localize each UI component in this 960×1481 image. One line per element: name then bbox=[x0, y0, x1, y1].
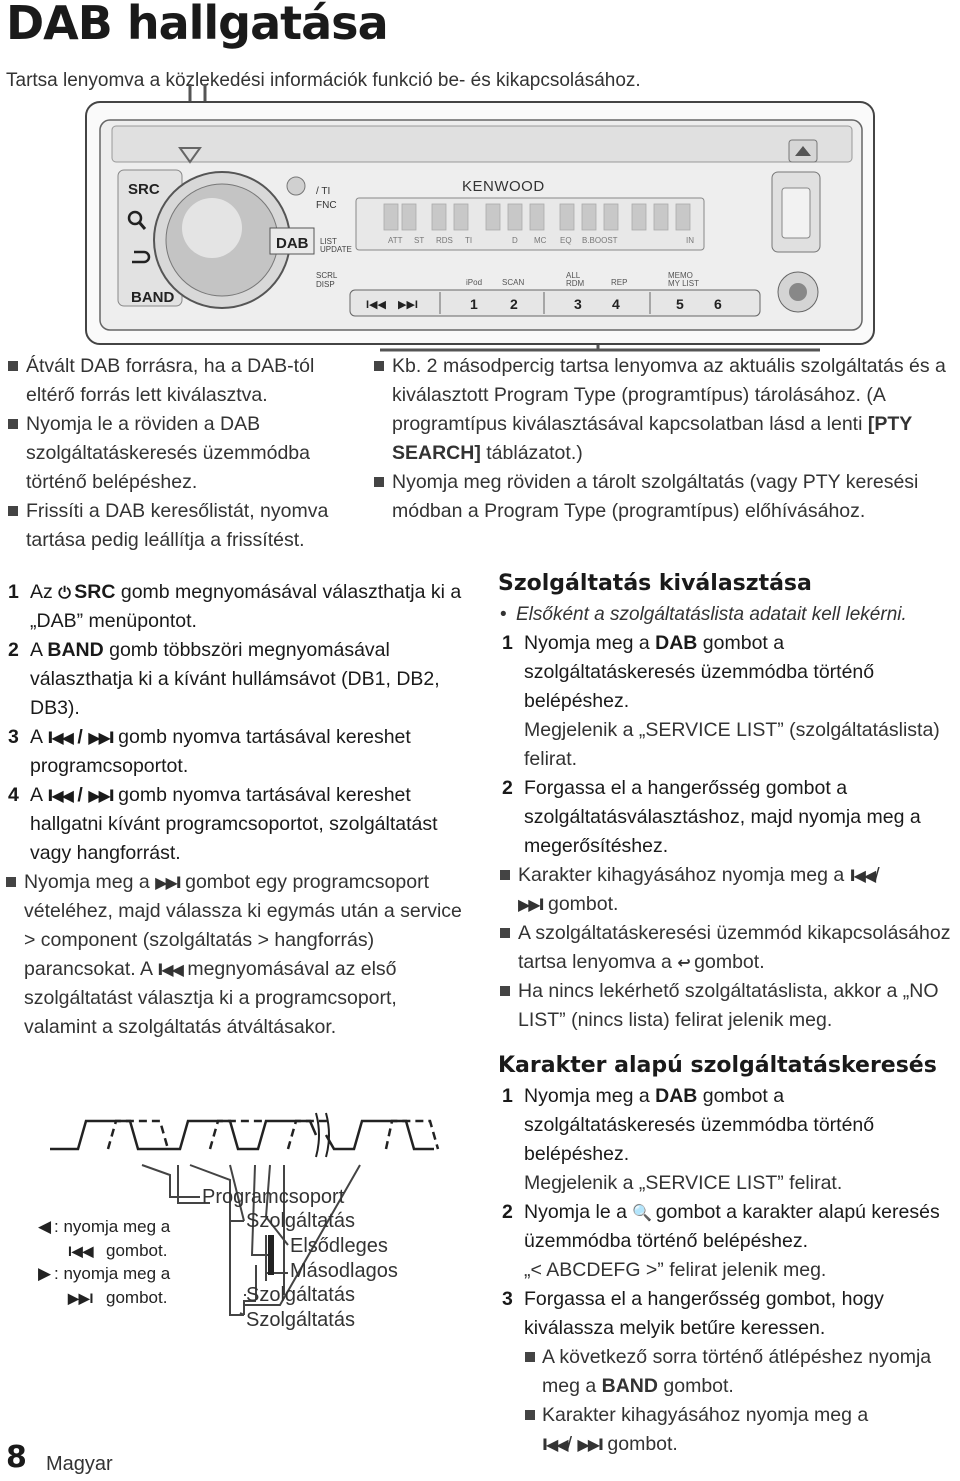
indicator-eq: EQ bbox=[560, 236, 572, 245]
preset-4: 4 bbox=[612, 296, 620, 312]
step-3: 3 A I◀◀ / ▶▶I gomb nyomva tartásával kereshet programcsoportot. bbox=[8, 726, 411, 777]
step-3: 3 Forgassa el a hangerősség gombot, hogy kiválassza melyik betűre keressen. bbox=[502, 1288, 884, 1339]
label-memo: MEMO bbox=[668, 271, 693, 280]
page-number: 8 bbox=[6, 1440, 27, 1475]
section-service-select bbox=[498, 568, 958, 1035]
step-4: 4 A I◀◀ / ▶▶I gomb nyomva tartásával kereshet hallgatni kívánt programcsoportot, szolgáltatást vagy hangforrást. bbox=[8, 784, 438, 864]
label-rep: REP bbox=[611, 278, 628, 287]
step-2: 2 Forgassa el a hangerősség gombot a szolgáltatásválasztáshoz, majd nyomja meg a megerősítéshez. bbox=[502, 777, 921, 857]
preset-5: 5 bbox=[676, 296, 684, 312]
src-label: SRC bbox=[128, 181, 160, 198]
preset-1: 1 bbox=[470, 296, 478, 312]
list-item: • Elsőként a szolgáltatáslista adatait kell lekérni. bbox=[498, 600, 958, 629]
hierarchy-diagram bbox=[30, 1105, 470, 1345]
next-icon: ▶▶I bbox=[68, 1290, 94, 1306]
diagram-szolgaltatas: Szolgáltatás bbox=[246, 1210, 355, 1232]
radio-illustration bbox=[0, 0, 960, 360]
dab-label: DAB bbox=[276, 235, 309, 252]
prev-icon: I◀◀ bbox=[542, 1435, 567, 1454]
list-item: Nyomja le a röviden a DAB szolgáltatáskeresés üzemmódba történő belépéshez. bbox=[6, 410, 366, 497]
intro-text: Tartsa lenyomva a közlekedési információk funkció be- és kikapcsolásához. bbox=[6, 70, 641, 91]
list-item: Karakter kihagyásához nyomja meg a I◀◀/ ▶▶I gombot. bbox=[498, 861, 958, 919]
step-note: „< ABCDEFG >” felirat jelenik meg. bbox=[524, 1259, 827, 1281]
list-item: Ha nincs lekérhető szolgáltatáslista, akkor a „NO LIST” (nincs lista) felirat jelenik meg. bbox=[498, 977, 958, 1035]
list-item: A következő sorra történő átlépéshez nyomja meg a BAND gombot. bbox=[498, 1343, 958, 1401]
section-character-search bbox=[498, 1050, 958, 1459]
list-item: Nyomja meg röviden a tárolt szolgáltatás (vagy PTY keresési módban a Program Type (programtípus) előhívásához. bbox=[372, 468, 954, 526]
seek-prev-icon: I◀◀ bbox=[366, 299, 386, 311]
indicator-st: ST bbox=[414, 236, 425, 245]
ti-label: / TI bbox=[316, 186, 331, 197]
diagram-right-legend: : nyomja meg a bbox=[54, 1264, 171, 1283]
prev-icon: I◀◀ bbox=[47, 728, 72, 747]
fnc-label: FNC bbox=[316, 200, 337, 211]
indicator-mc: MC bbox=[534, 236, 547, 245]
page-title: DAB hallgatása bbox=[6, 0, 388, 50]
indicator-ti: TI bbox=[465, 236, 473, 245]
label-all: ALL bbox=[566, 271, 581, 280]
section-heading: Szolgáltatás kiválasztása bbox=[498, 571, 812, 596]
search-icon: 🔍 bbox=[632, 1203, 651, 1222]
step-1: 1 Az ⏻ SRC gomb megnyomásával választhatja ki a „DAB” menüpontot. bbox=[8, 581, 462, 632]
diagram-szolgaltatas-2: Szolgáltatás bbox=[246, 1284, 355, 1306]
list-item: Karakter kihagyásához nyomja meg a I◀◀/ ▶▶I gombot. bbox=[498, 1401, 958, 1459]
update-label: UPDATE bbox=[320, 245, 352, 254]
diagram-left-legend-b: gombot. bbox=[106, 1241, 168, 1260]
list-item: Átvált DAB forrásra, ha a DAB-tól eltérő forrás lett kiválasztva. bbox=[6, 352, 366, 410]
seek-next-icon: ▶▶I bbox=[398, 299, 418, 311]
next-icon: ▶▶I bbox=[88, 786, 113, 805]
brand-logo: KENWOOD bbox=[462, 178, 545, 195]
dab-steps bbox=[4, 578, 464, 1042]
prev-icon: I◀◀ bbox=[68, 1243, 94, 1259]
next-icon: ▶▶I bbox=[577, 1435, 602, 1454]
left-callout-notes bbox=[6, 352, 366, 555]
diagram-programcsoport: Programcsoport bbox=[202, 1186, 345, 1208]
step-1: 1 Nyomja meg a DAB gombot a szolgáltatáskeresés üzemmódba történő belépéshez. bbox=[502, 632, 875, 712]
power-icon: ⏻ bbox=[58, 583, 69, 602]
diagram-elsodleges: Elsődleges bbox=[290, 1235, 388, 1257]
preset-3: 3 bbox=[574, 296, 582, 312]
back-icon: ↩ bbox=[677, 953, 689, 972]
list-item: Frissíti a DAB keresőlistát, nyomva tartása pedig leállítja a frissítést. bbox=[6, 497, 366, 555]
disp-label: DISP bbox=[316, 280, 335, 289]
indicator-d: D bbox=[512, 236, 518, 245]
page-language: Magyar bbox=[46, 1453, 113, 1475]
tri-left-icon: ◀ bbox=[38, 1217, 52, 1236]
indicator-in: IN bbox=[686, 236, 694, 245]
prev-icon: I◀◀ bbox=[47, 786, 72, 805]
step-2: 2 Nyomja le a 🔍 gombot a karakter alapú keresés üzemmódba történő belépéshez. bbox=[502, 1201, 940, 1252]
list-item: A szolgáltatáskeresési üzemmód kikapcsolásához tartsa lenyomva a ↩ gombot. bbox=[498, 919, 958, 977]
label-rdm: RDM bbox=[566, 279, 585, 288]
note: Nyomja meg a ▶▶I gombot egy programcsoport vételéhez, majd válassza ki egymás után a service > component (szolgáltatás > hangforrás) parancsokat. A I◀◀ megnyomásával az első szolgáltatást választja ki a programcsoport, valamint a szolgáltatás átváltásakor. bbox=[4, 868, 464, 1042]
preset-2: 2 bbox=[510, 296, 518, 312]
preset-6: 6 bbox=[714, 296, 722, 312]
preset-notes bbox=[372, 352, 954, 526]
next-icon: ▶▶I bbox=[155, 873, 180, 892]
label-scan: SCAN bbox=[502, 278, 525, 287]
indicator-att: ATT bbox=[388, 236, 403, 245]
indicator-bboost: B.BOOST bbox=[582, 236, 618, 245]
list-item: Kb. 2 másodpercig tartsa lenyomva az aktuális szolgáltatás és a kiválasztott Program Type (programtípus) tárolásához. (A programtípus kiválasztásával kapcsolatban lásd a lenti [PTY SEARCH] táblázatot.) bbox=[372, 352, 954, 468]
diagram-left-legend: : nyomja meg a bbox=[54, 1217, 171, 1236]
scrl-label: SCRL bbox=[316, 271, 338, 280]
tri-right-icon: ▶ bbox=[38, 1264, 52, 1283]
indicator-rds: RDS bbox=[436, 236, 453, 245]
band-label: BAND bbox=[131, 289, 175, 306]
list-label: LIST bbox=[320, 237, 337, 246]
section-heading: Karakter alapú szolgáltatáskeresés bbox=[498, 1053, 937, 1078]
diagram-szolgaltatas-3: Szolgáltatás bbox=[246, 1309, 355, 1331]
step-note: Megjelenik a „SERVICE LIST” felirat. bbox=[524, 1172, 843, 1194]
next-icon: ▶▶I bbox=[88, 728, 113, 747]
prev-icon: I◀◀ bbox=[849, 866, 875, 885]
step-1: 1 Nyomja meg a DAB gombot a szolgáltatáskeresés üzemmódba történő belépéshez. bbox=[502, 1085, 875, 1165]
diagram-masodlagos: Másodlagos bbox=[290, 1260, 398, 1282]
label-mylist: MY LIST bbox=[668, 279, 699, 288]
label-ipod: iPod bbox=[466, 278, 483, 287]
prev-icon: I◀◀ bbox=[157, 960, 182, 979]
next-icon: ▶▶I bbox=[518, 895, 543, 914]
diagram-right-legend-b: gombot. bbox=[106, 1288, 168, 1307]
step-note: Megjelenik a „SERVICE LIST” (szolgáltatáslista) felirat. bbox=[524, 719, 940, 770]
step-2: 2 A BAND gomb többszöri megnyomásával választhatja ki a kívánt hullámsávot (DB1, DB2, DB3). bbox=[8, 639, 440, 719]
